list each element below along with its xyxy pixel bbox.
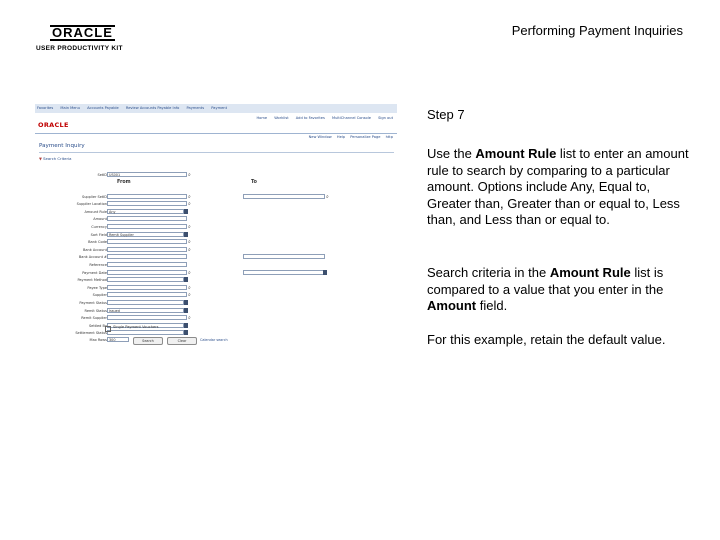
lookup-icon[interactable]: ⌕ xyxy=(188,172,191,178)
field-input[interactable] xyxy=(107,300,184,305)
lookup-icon[interactable]: ⌕ xyxy=(188,269,191,276)
form-row xyxy=(35,308,397,314)
oracle-upk-logo xyxy=(36,24,126,52)
lookup-icon[interactable]: ⌕ xyxy=(188,292,191,299)
field-label: Remit Supplier xyxy=(81,316,107,321)
calendar-icon[interactable] xyxy=(323,270,327,275)
field-label: Amount xyxy=(93,217,107,222)
field-input[interactable]: Issued xyxy=(107,308,184,313)
field-input[interactable] xyxy=(107,330,184,335)
field-input[interactable] xyxy=(107,254,187,259)
form-row xyxy=(35,247,397,253)
field-label: Payment Status xyxy=(79,301,107,305)
field-label: Sort Field xyxy=(90,232,107,237)
single-payment-checkbox[interactable] xyxy=(105,326,111,332)
field-input[interactable] xyxy=(107,292,187,297)
field-input[interactable]: US001 xyxy=(107,172,187,177)
document-title: Performing Payment Inquiries xyxy=(511,23,683,38)
form-row xyxy=(35,209,397,215)
text: list is compared to a value that you enter in the xyxy=(427,265,664,297)
page-title: Payment Inquiry xyxy=(39,143,85,149)
to-column-header: To xyxy=(251,180,257,185)
logo-subtitle: USER PRODUCTIVITY KIT xyxy=(36,45,123,52)
application-screenshot xyxy=(35,104,397,352)
form-row xyxy=(35,239,397,245)
lookup-icon[interactable]: ⌕ xyxy=(188,224,191,230)
form-row xyxy=(35,172,397,178)
lookup-icon[interactable]: ⌕ xyxy=(188,246,191,253)
breadcrumb-nav xyxy=(35,104,397,113)
field-input[interactable] xyxy=(107,239,187,244)
dropdown-arrow-icon[interactable] xyxy=(184,232,188,237)
form-row xyxy=(35,254,397,260)
field-input[interactable] xyxy=(107,277,184,282)
emphasis: Amount xyxy=(427,298,477,314)
dropdown-arrow-icon[interactable] xyxy=(184,209,188,214)
field-input[interactable] xyxy=(107,201,187,206)
form-row xyxy=(35,300,397,306)
section-header[interactable]: ▼ Search Criteria xyxy=(39,156,71,161)
field-input[interactable] xyxy=(107,247,187,252)
dropdown-arrow-icon[interactable] xyxy=(184,323,188,328)
dropdown-arrow-icon[interactable] xyxy=(184,308,188,313)
field-input[interactable] xyxy=(107,216,187,221)
new-window-link[interactable]: New Window xyxy=(308,135,332,139)
field-label: Supplier SetID xyxy=(81,194,107,199)
field-label: Remit Status xyxy=(84,308,107,313)
checkbox-label: Single Payment Vouchers xyxy=(113,325,159,329)
multichannel-link[interactable]: MultiChannel Console xyxy=(332,116,371,120)
home-link[interactable]: Home xyxy=(256,116,268,120)
field-input[interactable] xyxy=(107,194,187,199)
field-input[interactable] xyxy=(107,270,187,275)
to-field-input[interactable] xyxy=(243,194,325,199)
dropdown-arrow-icon[interactable] xyxy=(184,300,188,305)
instruction-paragraph-2 xyxy=(427,265,689,315)
field-label: Reference xyxy=(89,263,107,267)
field-label: Currency xyxy=(91,225,107,229)
lookup-icon[interactable]: ⌕ xyxy=(188,284,191,291)
field-input[interactable] xyxy=(107,224,187,229)
lookup-icon[interactable]: ⌕ xyxy=(188,239,191,246)
form-row xyxy=(35,224,397,230)
worklist-link[interactable]: Worklist xyxy=(274,116,289,120)
field-label: Payment Date xyxy=(82,270,107,275)
max-rows-input[interactable]: 300 xyxy=(107,337,129,342)
nav-item[interactable]: Favorites xyxy=(37,106,54,110)
form-row xyxy=(35,194,397,200)
emphasis: Amount Rule xyxy=(475,146,557,161)
clear-button[interactable]: Clear xyxy=(167,337,197,345)
field-input[interactable] xyxy=(107,315,187,320)
field-label: Amount Rule xyxy=(84,209,107,214)
nav-item[interactable]: Payment xyxy=(211,106,227,110)
top-links xyxy=(250,116,393,120)
text: field. xyxy=(476,298,508,314)
field-label: Supplier Location xyxy=(76,202,107,207)
from-column-header: From xyxy=(117,180,131,185)
field-label: Bank Code xyxy=(88,240,107,245)
max-rows-label: Max Rows xyxy=(89,338,107,342)
to-field-input[interactable] xyxy=(243,254,325,259)
form-row xyxy=(35,315,397,321)
field-label: Bank Account # xyxy=(78,255,107,260)
field-label: Bank Account xyxy=(82,247,107,252)
field-label: Payee Type xyxy=(87,285,107,290)
page-links xyxy=(305,133,393,141)
form-row xyxy=(35,292,397,298)
form-row xyxy=(35,262,397,268)
form-row xyxy=(35,232,397,238)
form-row xyxy=(35,285,397,291)
logo-word: ORACLE xyxy=(52,25,113,40)
lookup-icon[interactable]: ⌕ xyxy=(188,201,191,208)
field-input[interactable]: Any xyxy=(107,209,184,214)
step-title: Step 7 xyxy=(427,107,465,122)
brand-bar xyxy=(35,113,397,134)
personalize-link[interactable]: Personalize Page xyxy=(350,135,381,139)
field-label: SetID xyxy=(97,173,107,177)
field-input[interactable]: Remit Supplier xyxy=(107,232,184,237)
calendar-search-link[interactable]: Calendar search xyxy=(200,338,228,342)
lookup-icon[interactable]: ⌕ xyxy=(326,193,329,200)
to-field-input[interactable] xyxy=(243,270,325,275)
emphasis: Amount Rule xyxy=(549,265,631,280)
help-link[interactable]: Help xyxy=(336,135,346,139)
nav-item[interactable]: Accounts Payable xyxy=(87,106,119,110)
search-button[interactable]: Search xyxy=(133,337,163,345)
signout-link[interactable]: Sign out xyxy=(378,116,393,120)
nav-item[interactable]: Review Accounts Payable Info xyxy=(125,106,180,110)
form-row xyxy=(35,201,397,207)
form-row xyxy=(35,277,397,283)
divider xyxy=(39,152,394,153)
lookup-icon[interactable]: ⌕ xyxy=(188,193,191,200)
text: list to enter an amount rule to search by comparing to a particular amount. Options include Any, Equal to, Greater than, Greater than or equal to, Less than, and Less than or equal to. xyxy=(427,146,689,228)
form-row xyxy=(35,270,397,276)
field-input[interactable] xyxy=(107,262,187,267)
instruction-paragraph-3: For this example, retain the default value. xyxy=(427,332,666,347)
field-input[interactable] xyxy=(107,285,187,290)
http-link[interactable]: http xyxy=(385,135,393,139)
dropdown-arrow-icon[interactable] xyxy=(184,330,188,335)
lookup-icon[interactable]: ⌕ xyxy=(188,315,191,322)
instruction-paragraph-1 xyxy=(427,146,689,229)
dropdown-arrow-icon[interactable] xyxy=(184,277,188,282)
form-row xyxy=(35,323,397,329)
favorites-link[interactable]: Add to Favorites xyxy=(295,116,325,120)
oracle-brand: ORACLE xyxy=(38,121,69,129)
form-row xyxy=(35,330,397,336)
field-label: Payment Method xyxy=(77,278,107,283)
field-label: Settlement Status xyxy=(75,331,107,336)
field-label: Settled By xyxy=(88,323,107,328)
text: Search criteria in the xyxy=(427,265,550,280)
text: Use the xyxy=(427,146,476,161)
nav-item[interactable]: Payments xyxy=(186,106,205,110)
nav-item[interactable]: Main Menu xyxy=(60,106,80,110)
form-row xyxy=(35,216,397,222)
field-label: Supplier xyxy=(92,293,107,298)
